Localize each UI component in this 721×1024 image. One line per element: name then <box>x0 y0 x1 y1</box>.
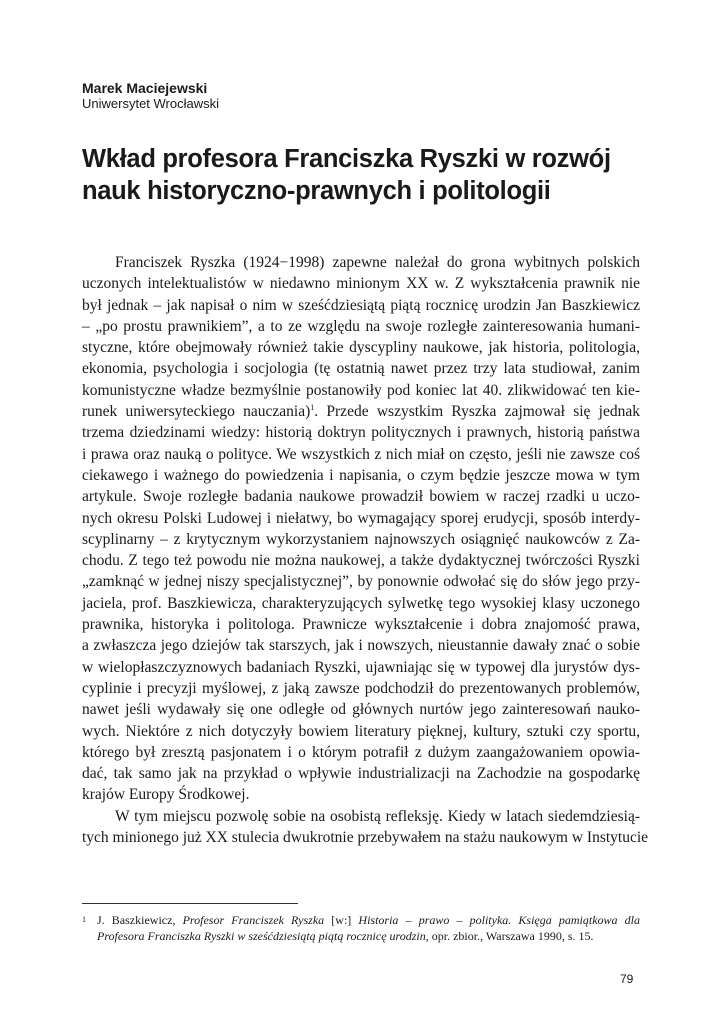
body-line: był jednak – jak napisał o nim w sześćdziesiątą piątą rocznicę urodzin Jan Baszkiewicz <box>82 296 640 314</box>
article-body <box>82 252 649 848</box>
body-line: a zwłaszcza jego dziejów tak starszych, jak i nowszych, nieustannie dawały znać o sobie <box>82 637 640 655</box>
body-line: cyplinie i precyzji myślowej, z jaką zawsze podchodził do prezentowanych problemów, <box>82 679 640 697</box>
footnote-italic: Profesor Franciszek Ryszka <box>182 913 325 927</box>
footnote-divider <box>82 903 298 904</box>
footnote <box>82 912 640 944</box>
footnote-number: 1 <box>82 915 86 924</box>
title-line: Wkład profesora Franciszka Ryszki w rozwój <box>82 145 611 173</box>
body-line: W tym miejscu pozwolę sobie na osobistą refleksję. Kiedy w latach siedemdziesią- <box>115 807 640 825</box>
body-line: w wielopłaszczyznowych badaniach Ryszki, ujawniając się w typowej dla jurystów dys- <box>82 658 640 676</box>
body-line: wych. Niektóre z nich dotyczyły bowiem literatury pięknej, kultury, sztuki czy sportu, <box>82 722 640 740</box>
body-line: ekonomia, psychologia i socjologia (tę ostatnią nawet przez trzy lata studiował, zanim <box>82 360 640 378</box>
body-line: styczne, które obejmowały również takie dyscypliny naukowe, jak historia, politologia, <box>82 339 640 357</box>
body-line: „zamknąć w jednej niszy specjalistycznej”, by ponownie odwołać się do słów jego przy- <box>82 573 640 591</box>
body-line: uczonych intelektualistów w niedawno minionym XX w. Z wykształcenia prawnik nie <box>82 275 640 293</box>
body-line: – „po prostu prawnikiem”, a to ze względu na swoje rozległe zainteresowania humani- <box>82 317 640 335</box>
body-line-with-footnote <box>82 401 640 422</box>
body-line-tail: . Przede wszystkim Ryszka zajmował się jednak <box>314 403 640 421</box>
body-line: artykule. Swoje rozległe badania naukowe prowadził bowiem w raczej rzadki u uczo- <box>82 488 640 506</box>
title-line: nauk historyczno-prawnych i politologii <box>82 177 551 205</box>
footnote-text: opr. zbior., Warszawa 1990, s. 15. <box>428 929 594 943</box>
footnote-text: [w:] <box>324 913 359 927</box>
author-block <box>82 80 219 112</box>
body-line: Franciszek Ryszka (1924−1998) zapewne należał do grona wybitnych polskich <box>115 254 640 271</box>
body-line: komunistyczne władze bezmyślnie postanowiły pod koniec lat 40. zlikwidować ten kie- <box>82 381 640 399</box>
body-line: nawet jeśli wydawały się one odległe od głównych nurtów jego zainteresowań nauko- <box>82 701 640 719</box>
footnote-italic: Historia – prawo – polityka. Księga pamiątkowa dla <box>358 913 641 927</box>
body-line: scyplinarny – z krytycznym wykorzystaniem najnowszych osiągnięć naukowców z Za- <box>82 530 640 548</box>
page-number: 79 <box>620 972 634 986</box>
body-line: krajów Europy Środkowej. <box>82 786 250 804</box>
footnote-marker: 1 <box>310 402 315 412</box>
body-line: nych okresu Polski Ludowej i niełatwy, bo wymagający sporej erudycji, sposób interdy- <box>82 509 640 527</box>
body-line: ciekawego i ważnego do powiedzenia i napisania, o czym będzie jeszcze mowa w tym <box>82 466 640 484</box>
author-affiliation: Uniwersytet Wrocławski <box>82 96 220 111</box>
footnote-line <box>82 912 640 928</box>
body-line: chodu. Z tego też powodu nie można naukowej, a także dydaktycznej twórczości Ryszki <box>82 552 640 570</box>
footnote-italic: Profesora Franciszka Ryszki w sześćdziesiątą piątą rocznicę urodzin, <box>97 929 429 943</box>
body-line: jaciela, prof. Baszkiewicza, charakteryzujących sylwetkę tego wysokiej klasy uczonego <box>82 594 640 612</box>
body-line: trzema dziedzinami wiedzy: historią doktryn politycznych i prawnych, historią państwa <box>82 424 640 442</box>
article-title <box>82 143 682 207</box>
body-line: dać, tak samo jak na przykład o wpływie industrializacji na Zachodzie na gospodarkę <box>82 765 640 783</box>
body-line: prawnika, historyka i politologa. Prawnicze wykształcenie i dobra znajomość prawa, <box>82 616 640 634</box>
footnote-text: J. Baszkiewicz, <box>97 913 183 927</box>
body-line: i prawa oraz nauką o polityce. We wszystkich z nich miał on często, jeśli nie zawsze coś <box>82 445 640 463</box>
body-line: którego był zresztą pasjonatem i o którym potrafił z dużym zaangażowaniem opowia- <box>82 743 640 761</box>
body-line-head: runek uniwersyteckiego nauczania) <box>82 403 311 421</box>
footnote-line <box>82 928 640 944</box>
author-name: Marek Maciejewski <box>82 80 208 96</box>
body-line: tych minionego już XX stulecia dwukrotnie przebywałem na stażu naukowym w Instytucie <box>82 829 649 847</box>
